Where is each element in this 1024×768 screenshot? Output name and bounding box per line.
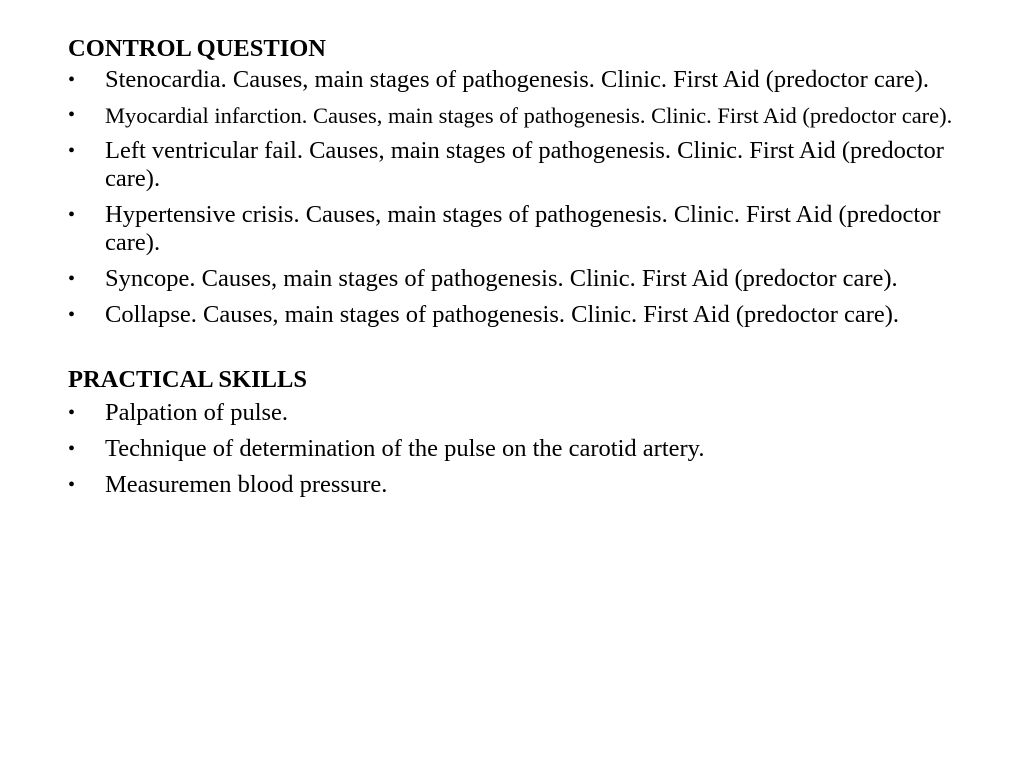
list-item	[68, 399, 968, 427]
list-item-text: Palpation of pulse.	[105, 399, 289, 426]
list-item	[68, 66, 968, 94]
bullet-icon: •	[68, 402, 76, 424]
control-question-list	[68, 66, 968, 329]
bullet-icon: •	[68, 438, 76, 460]
bullet-icon: •	[68, 268, 76, 290]
control-question-heading: CONTROL QUESTION	[68, 35, 326, 62]
list-item-text: Technique of determination of the pulse on the carotid artery.	[105, 435, 705, 462]
list-item-text: Left ventricular fail. Causes, main stages of pathogenesis. Clinic. First Aid (predoctor care).	[105, 137, 944, 192]
section-spacer	[68, 329, 968, 363]
bullet-icon: •	[68, 474, 76, 496]
bullet-icon: •	[68, 204, 76, 226]
list-item-text: Myocardial infarction. Causes, main stages of pathogenesis. Clinic. First Aid (predoctor care).	[105, 103, 953, 128]
list-item-text: Syncope. Causes, main stages of pathogenesis. Clinic. First Aid (predoctor care).	[105, 265, 898, 292]
slide-content	[68, 32, 968, 499]
practical-skills-list	[68, 399, 968, 499]
bullet-icon: •	[68, 140, 76, 162]
list-item-text: Collapse. Causes, main stages of pathogenesis. Clinic. First Aid (predoctor care).	[105, 301, 900, 328]
list-item	[68, 301, 968, 329]
list-item-text: Measuremen blood pressure.	[105, 471, 388, 498]
list-item	[68, 102, 968, 129]
list-item	[68, 435, 968, 463]
bullet-icon: •	[68, 104, 76, 126]
list-item	[68, 471, 968, 499]
bullet-icon: •	[68, 69, 76, 91]
bullet-icon: •	[68, 304, 76, 326]
list-item	[68, 137, 968, 193]
list-item	[68, 201, 968, 257]
list-item-text: Stenocardia. Causes, main stages of pathogenesis. Clinic. First Aid (predoctor care).	[105, 66, 929, 93]
list-item	[68, 265, 968, 293]
practical-skills-heading: PRACTICAL SKILLS	[68, 366, 307, 393]
list-item-text: Hypertensive crisis. Causes, main stages of pathogenesis. Clinic. First Aid (predoctor care).	[105, 201, 941, 256]
